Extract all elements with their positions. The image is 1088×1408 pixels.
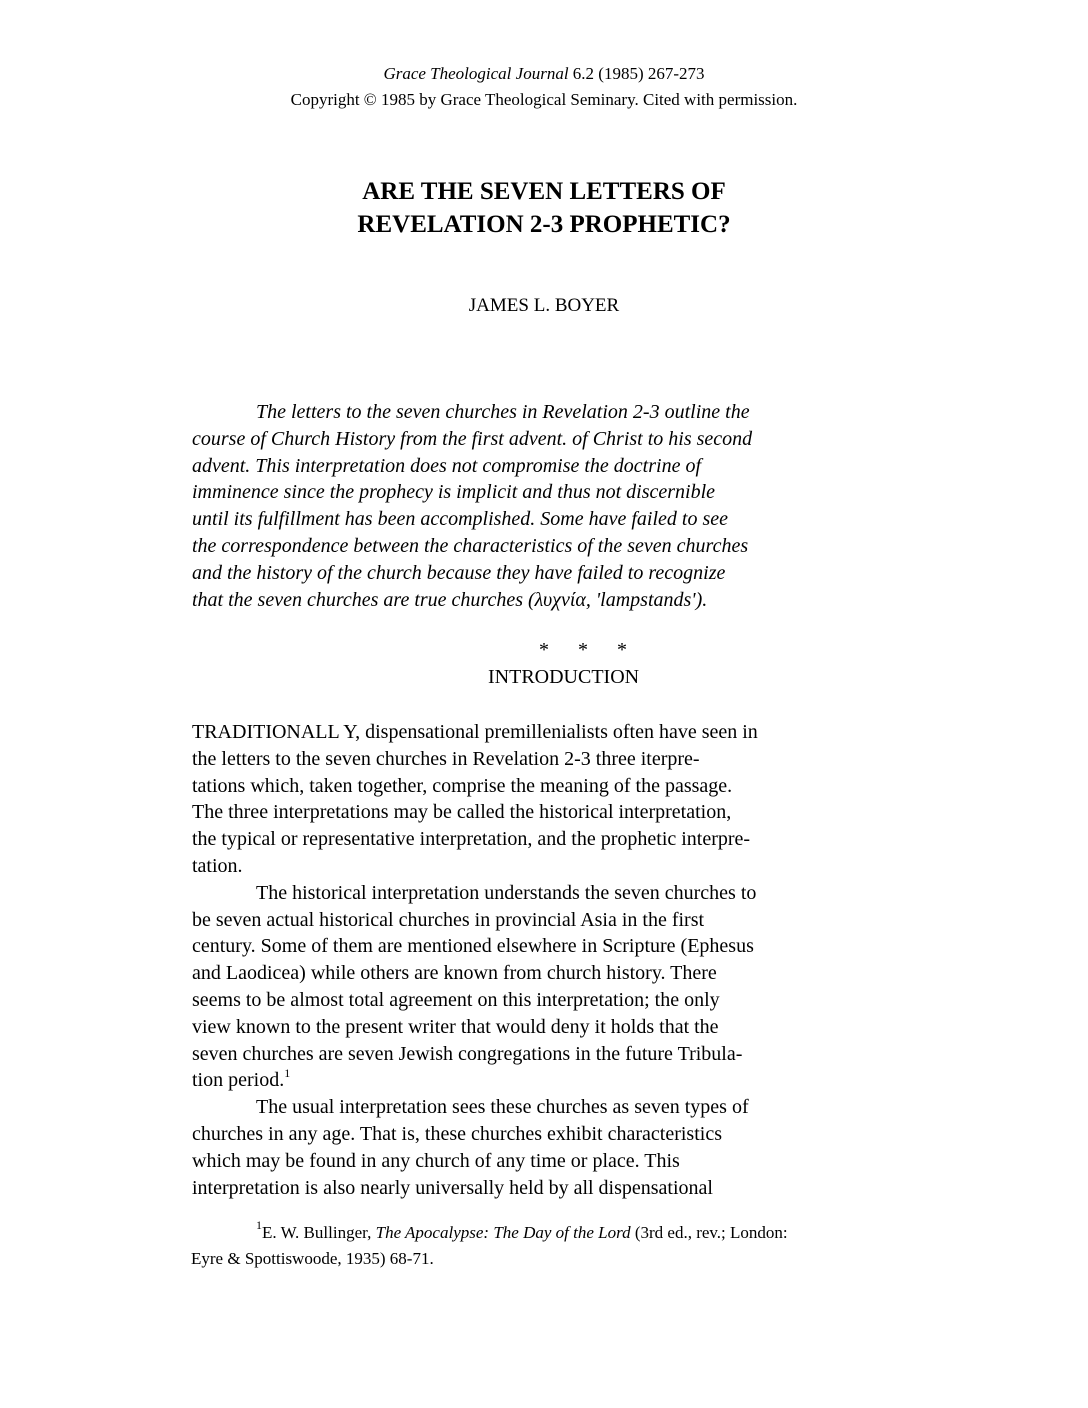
footnote-number: 1 [256,1218,262,1232]
abstract-line: advent. This interpretation does not compromise the doctrine of [192,454,702,477]
body-line: century. Some of them are mentioned elsewhere in Scripture (Ephesus [192,935,754,958]
separator-star: * [617,639,627,661]
body-line: The usual interpretation sees these churches as seven types of [256,1096,749,1119]
body-line-text: tion period. [192,1069,285,1092]
author-name: JAMES L. BOYER [468,295,620,316]
body-line: TRADITIONALL Y, dispensational premillenialists often have seen in [192,721,758,743]
journal-citation-line [0,63,1088,85]
body-line: The historical interpretation understands the seven churches to [256,881,757,904]
body-line: seems to be almost total agreement on this interpretation; the only [192,988,720,1011]
copyright-line: Copyright © 1985 by Grace Theological Seminary. Cited with permission. [290,90,798,109]
article-title-line-1: ARE THE SEVEN LETTERS OF [362,178,726,205]
body-line: be seven actual historical churches in provincial Asia in the first [192,908,705,931]
separator-star: * [539,639,549,661]
abstract-line: imminence since the prophecy is implicit and thus not discernible [192,481,716,504]
body-line: churches in any age. That is, these churches exhibit characteristics [192,1122,722,1145]
abstract-line: until its fulfillment has been accomplished. Some have failed to see [192,508,729,531]
body-line: tations which, taken together, comprise the meaning of the passage. [192,774,733,797]
body-line: and Laodicea) while others are known from church history. There [192,962,717,985]
body-line: the letters to the seven churches in Revelation 2-3 three iterpre- [192,747,700,770]
body-line: The three interpretations may be called the historical interpretation, [192,801,732,824]
footnote-author: E. W. Bullinger, [262,1223,376,1242]
abstract [192,399,852,613]
journal-citation: 6.2 (1985) 267-273 [568,64,705,83]
body-line: view known to the present writer that would deny it holds that the [192,1015,719,1038]
body-line: which may be found in any church of any time or place. This [192,1149,680,1172]
article-title-line-2: REVELATION 2-3 PROPHETIC? [357,211,731,238]
abstract-line: the correspondence between the characteristics of the seven churches [192,534,749,557]
footnote-line-2: Eyre & Spottiswoode, 1935) 68-71. [191,1249,434,1268]
body-line: tation. [192,854,243,877]
footnote-reference[interactable]: 1 [284,1066,291,1081]
separator-star: * [578,639,588,661]
article-title [0,175,1088,241]
body-line: the typical or representative interpretation, and the prophetic interpre- [192,828,751,851]
section-heading: INTRODUCTION [488,666,640,688]
body-line: interpretation is also nearly universally held by all dispensational [192,1176,713,1199]
abstract-line: course of Church History from the first advent. of Christ to his second [192,427,753,450]
footnote-details: (3rd ed., rev.; London: [630,1223,788,1242]
section-separator [527,640,639,660]
abstract-line: that the seven churches are true churches (λυχνία, 'lampstands'). [192,588,708,611]
abstract-line: The letters to the seven churches in Revelation 2-3 outline the [256,401,750,423]
body-text [192,719,872,1201]
body-line: seven churches are seven Jewish congregations in the future Tribula- [192,1042,743,1065]
abstract-line: and the history of the church because they have failed to recognize [192,561,726,584]
journal-title: Grace Theological Journal [383,64,569,83]
footnote-book-title: The Apocalypse: The Day of the Lord [375,1223,631,1242]
footnote-line-1 [192,1220,892,1246]
body-line-with-footnote [192,1067,872,1094]
footnote [192,1220,892,1272]
